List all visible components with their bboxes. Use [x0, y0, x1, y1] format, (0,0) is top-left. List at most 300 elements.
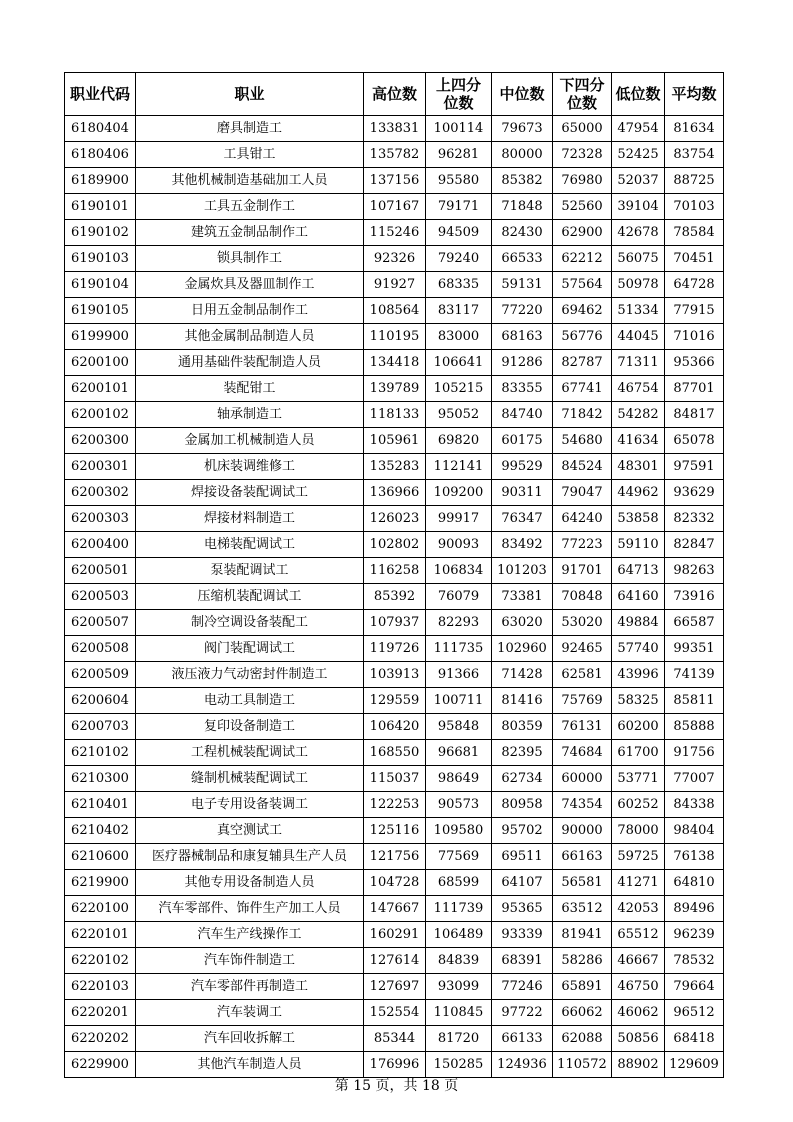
cell-high: 122253: [364, 792, 426, 818]
cell-lower-quartile: 77223: [553, 532, 612, 558]
cell-high: 176996: [364, 1052, 426, 1078]
cell-median: 63020: [492, 610, 553, 636]
cell-low: 46062: [612, 1000, 665, 1026]
table-row: [65, 1026, 724, 1052]
cell-upper-quartile: 96681: [426, 740, 492, 766]
cell-upper-quartile: 150285: [426, 1052, 492, 1078]
cell-lower-quartile: 72328: [553, 142, 612, 168]
cell-lower-quartile: 53020: [553, 610, 612, 636]
table-row: [65, 532, 724, 558]
cell-occupation: 泵装配调试工: [136, 558, 364, 584]
cell-occupation: 焊接材料制造工: [136, 506, 364, 532]
cell-average: 84817: [665, 402, 724, 428]
cell-high: 125116: [364, 818, 426, 844]
cell-code: 6190105: [65, 298, 136, 324]
cell-low: 58325: [612, 688, 665, 714]
cell-occupation: 其他金属制品制造人员: [136, 324, 364, 350]
cell-code: 6200301: [65, 454, 136, 480]
cell-low: 88902: [612, 1052, 665, 1078]
cell-average: 77915: [665, 298, 724, 324]
cell-occupation: 电动工具制造工: [136, 688, 364, 714]
cell-code: 6200508: [65, 636, 136, 662]
table-row: [65, 740, 724, 766]
cell-average: 89496: [665, 896, 724, 922]
cell-average: 71016: [665, 324, 724, 350]
cell-high: 129559: [364, 688, 426, 714]
table-row: [65, 480, 724, 506]
cell-average: 79664: [665, 974, 724, 1000]
cell-upper-quartile: 90573: [426, 792, 492, 818]
cell-code: 6200100: [65, 350, 136, 376]
cell-high: 127697: [364, 974, 426, 1000]
cell-median: 101203: [492, 558, 553, 584]
cell-average: 73916: [665, 584, 724, 610]
cell-occupation: 制冷空调设备装配工: [136, 610, 364, 636]
cell-low: 71311: [612, 350, 665, 376]
cell-occupation: 工具五金制作工: [136, 194, 364, 220]
cell-high: 85392: [364, 584, 426, 610]
cell-upper-quartile: 84839: [426, 948, 492, 974]
cell-lower-quartile: 62900: [553, 220, 612, 246]
table-row: [65, 974, 724, 1000]
cell-upper-quartile: 90093: [426, 532, 492, 558]
cell-low: 64160: [612, 584, 665, 610]
salary-table: [64, 72, 724, 1078]
cell-high: 104728: [364, 870, 426, 896]
cell-lower-quartile: 65000: [553, 116, 612, 142]
cell-low: 50978: [612, 272, 665, 298]
cell-upper-quartile: 68599: [426, 870, 492, 896]
cell-code: 6200604: [65, 688, 136, 714]
cell-lower-quartile: 75769: [553, 688, 612, 714]
cell-occupation: 轴承制造工: [136, 402, 364, 428]
cell-lower-quartile: 56581: [553, 870, 612, 896]
cell-low: 46750: [612, 974, 665, 1000]
cell-code: 6200300: [65, 428, 136, 454]
cell-upper-quartile: 69820: [426, 428, 492, 454]
cell-median: 124936: [492, 1052, 553, 1078]
cell-high: 126023: [364, 506, 426, 532]
cell-upper-quartile: 95580: [426, 168, 492, 194]
table-row: [65, 818, 724, 844]
cell-upper-quartile: 79240: [426, 246, 492, 272]
table-row: [65, 220, 724, 246]
cell-occupation: 其他汽车制造人员: [136, 1052, 364, 1078]
cell-occupation: 装配钳工: [136, 376, 364, 402]
table-row: [65, 662, 724, 688]
cell-lower-quartile: 60000: [553, 766, 612, 792]
cell-lower-quartile: 65891: [553, 974, 612, 1000]
table-row: [65, 792, 724, 818]
cell-high: 133831: [364, 116, 426, 142]
cell-code: 6220101: [65, 922, 136, 948]
cell-occupation: 工具钳工: [136, 142, 364, 168]
cell-occupation: 电子专用设备装调工: [136, 792, 364, 818]
col-header-low: 低位数: [612, 73, 665, 116]
cell-upper-quartile: 96281: [426, 142, 492, 168]
cell-high: 108564: [364, 298, 426, 324]
cell-median: 68391: [492, 948, 553, 974]
cell-average: 65078: [665, 428, 724, 454]
table-row: [65, 116, 724, 142]
cell-high: 135283: [364, 454, 426, 480]
cell-upper-quartile: 106489: [426, 922, 492, 948]
cell-high: 152554: [364, 1000, 426, 1026]
cell-low: 53771: [612, 766, 665, 792]
cell-code: 6200101: [65, 376, 136, 402]
cell-lower-quartile: 76980: [553, 168, 612, 194]
cell-upper-quartile: 106641: [426, 350, 492, 376]
cell-average: 81634: [665, 116, 724, 142]
cell-low: 52425: [612, 142, 665, 168]
cell-occupation: 锁具制作工: [136, 246, 364, 272]
cell-upper-quartile: 81720: [426, 1026, 492, 1052]
cell-average: 77007: [665, 766, 724, 792]
cell-median: 71428: [492, 662, 553, 688]
cell-average: 91756: [665, 740, 724, 766]
cell-high: 102802: [364, 532, 426, 558]
cell-median: 77220: [492, 298, 553, 324]
cell-high: 147667: [364, 896, 426, 922]
table-row: [65, 272, 724, 298]
cell-lower-quartile: 70848: [553, 584, 612, 610]
cell-average: 82332: [665, 506, 724, 532]
cell-median: 59131: [492, 272, 553, 298]
cell-code: 6220100: [65, 896, 136, 922]
cell-upper-quartile: 100711: [426, 688, 492, 714]
cell-high: 168550: [364, 740, 426, 766]
cell-median: 68163: [492, 324, 553, 350]
page-footer: 第 15 页，共 18 页: [334, 1078, 459, 1094]
cell-lower-quartile: 54680: [553, 428, 612, 454]
cell-low: 42678: [612, 220, 665, 246]
cell-lower-quartile: 84524: [553, 454, 612, 480]
cell-average: 82847: [665, 532, 724, 558]
table-row: [65, 350, 724, 376]
table-row: [65, 584, 724, 610]
cell-occupation: 电梯装配调试工: [136, 532, 364, 558]
cell-code: 6180404: [65, 116, 136, 142]
cell-high: 160291: [364, 922, 426, 948]
table-row: [65, 402, 724, 428]
cell-upper-quartile: 76079: [426, 584, 492, 610]
cell-average: 96512: [665, 1000, 724, 1026]
cell-lower-quartile: 67741: [553, 376, 612, 402]
cell-median: 62734: [492, 766, 553, 792]
cell-code: 6200303: [65, 506, 136, 532]
cell-lower-quartile: 110572: [553, 1052, 612, 1078]
cell-lower-quartile: 64240: [553, 506, 612, 532]
cell-low: 53858: [612, 506, 665, 532]
table-row: [65, 714, 724, 740]
cell-high: 105961: [364, 428, 426, 454]
cell-median: 83355: [492, 376, 553, 402]
cell-median: 95702: [492, 818, 553, 844]
cell-code: 6210600: [65, 844, 136, 870]
cell-code: 6200703: [65, 714, 136, 740]
cell-occupation: 其他专用设备制造人员: [136, 870, 364, 896]
cell-high: 116258: [364, 558, 426, 584]
table-row: [65, 376, 724, 402]
cell-average: 76138: [665, 844, 724, 870]
cell-upper-quartile: 82293: [426, 610, 492, 636]
cell-median: 60175: [492, 428, 553, 454]
cell-high: 107937: [364, 610, 426, 636]
cell-median: 71848: [492, 194, 553, 220]
cell-low: 52037: [612, 168, 665, 194]
cell-code: 6200507: [65, 610, 136, 636]
cell-low: 48301: [612, 454, 665, 480]
cell-upper-quartile: 110845: [426, 1000, 492, 1026]
cell-code: 6200400: [65, 532, 136, 558]
cell-upper-quartile: 83117: [426, 298, 492, 324]
col-header-occupation: 职业: [136, 73, 364, 116]
cell-average: 70103: [665, 194, 724, 220]
cell-low: 44045: [612, 324, 665, 350]
cell-high: 135782: [364, 142, 426, 168]
cell-upper-quartile: 91366: [426, 662, 492, 688]
cell-low: 41634: [612, 428, 665, 454]
cell-average: 97591: [665, 454, 724, 480]
cell-occupation: 汽车零部件、饰件生产加工人员: [136, 896, 364, 922]
cell-code: 6190104: [65, 272, 136, 298]
table-row: [65, 844, 724, 870]
cell-occupation: 汽车装调工: [136, 1000, 364, 1026]
cell-average: 68418: [665, 1026, 724, 1052]
cell-high: 127614: [364, 948, 426, 974]
cell-occupation: 金属炊具及器皿制作工: [136, 272, 364, 298]
cell-average: 70451: [665, 246, 724, 272]
table-row: [65, 896, 724, 922]
cell-code: 6200501: [65, 558, 136, 584]
table-row: [65, 454, 724, 480]
cell-upper-quartile: 109580: [426, 818, 492, 844]
cell-code: 6190102: [65, 220, 136, 246]
cell-median: 80359: [492, 714, 553, 740]
cell-lower-quartile: 91701: [553, 558, 612, 584]
cell-code: 6200302: [65, 480, 136, 506]
cell-lower-quartile: 66163: [553, 844, 612, 870]
cell-occupation: 汽车回收拆解工: [136, 1026, 364, 1052]
cell-lower-quartile: 56776: [553, 324, 612, 350]
cell-high: 118133: [364, 402, 426, 428]
cell-median: 81416: [492, 688, 553, 714]
table-row: [65, 688, 724, 714]
cell-code: 6190103: [65, 246, 136, 272]
cell-median: 77246: [492, 974, 553, 1000]
cell-code: 6180406: [65, 142, 136, 168]
table-row: [65, 870, 724, 896]
cell-lower-quartile: 63512: [553, 896, 612, 922]
cell-code: 6220202: [65, 1026, 136, 1052]
cell-occupation: 真空测试工: [136, 818, 364, 844]
cell-upper-quartile: 111735: [426, 636, 492, 662]
table-row: [65, 636, 724, 662]
cell-code: 6220102: [65, 948, 136, 974]
cell-low: 78000: [612, 818, 665, 844]
cell-median: 93339: [492, 922, 553, 948]
cell-code: 6219900: [65, 870, 136, 896]
cell-low: 56075: [612, 246, 665, 272]
cell-lower-quartile: 69462: [553, 298, 612, 324]
cell-low: 54282: [612, 402, 665, 428]
cell-upper-quartile: 94509: [426, 220, 492, 246]
table-row: [65, 1052, 724, 1078]
cell-occupation: 液压液力气动密封件制造工: [136, 662, 364, 688]
cell-average: 64810: [665, 870, 724, 896]
cell-average: 129609: [665, 1052, 724, 1078]
cell-occupation: 压缩机装配调试工: [136, 584, 364, 610]
cell-upper-quartile: 105215: [426, 376, 492, 402]
table-row: [65, 506, 724, 532]
cell-upper-quartile: 83000: [426, 324, 492, 350]
cell-median: 102960: [492, 636, 553, 662]
cell-upper-quartile: 79171: [426, 194, 492, 220]
cell-code: 6199900: [65, 324, 136, 350]
cell-low: 59110: [612, 532, 665, 558]
cell-upper-quartile: 99917: [426, 506, 492, 532]
cell-low: 57740: [612, 636, 665, 662]
cell-median: 69511: [492, 844, 553, 870]
cell-code: 6200509: [65, 662, 136, 688]
cell-high: 91927: [364, 272, 426, 298]
col-header-lower-quartile: 下四分 位数: [553, 73, 612, 116]
table-row: [65, 246, 724, 272]
cell-high: 115246: [364, 220, 426, 246]
table-row: [65, 194, 724, 220]
cell-average: 83754: [665, 142, 724, 168]
cell-occupation: 通用基础件装配制造人员: [136, 350, 364, 376]
table-row: [65, 324, 724, 350]
cell-low: 44962: [612, 480, 665, 506]
cell-low: 46667: [612, 948, 665, 974]
cell-lower-quartile: 74354: [553, 792, 612, 818]
cell-occupation: 焊接设备装配调试工: [136, 480, 364, 506]
cell-occupation: 磨具制造工: [136, 116, 364, 142]
cell-lower-quartile: 92465: [553, 636, 612, 662]
cell-high: 103913: [364, 662, 426, 688]
cell-average: 98263: [665, 558, 724, 584]
cell-low: 59725: [612, 844, 665, 870]
cell-median: 64107: [492, 870, 553, 896]
cell-code: 6210102: [65, 740, 136, 766]
cell-lower-quartile: 76131: [553, 714, 612, 740]
col-header-upper-quartile: 上四分 位数: [426, 73, 492, 116]
cell-average: 88725: [665, 168, 724, 194]
cell-occupation: 医疗器械制品和康复辅具生产人员: [136, 844, 364, 870]
col-header-high: 高位数: [364, 73, 426, 116]
cell-upper-quartile: 106834: [426, 558, 492, 584]
table-row: [65, 142, 724, 168]
cell-median: 91286: [492, 350, 553, 376]
cell-median: 95365: [492, 896, 553, 922]
cell-average: 78532: [665, 948, 724, 974]
cell-high: 110195: [364, 324, 426, 350]
cell-code: 6210401: [65, 792, 136, 818]
table-row: [65, 168, 724, 194]
cell-occupation: 汽车饰件制造工: [136, 948, 364, 974]
cell-high: 119726: [364, 636, 426, 662]
cell-average: 85811: [665, 688, 724, 714]
cell-high: 139789: [364, 376, 426, 402]
cell-lower-quartile: 57564: [553, 272, 612, 298]
cell-low: 39104: [612, 194, 665, 220]
cell-average: 96239: [665, 922, 724, 948]
cell-upper-quartile: 93099: [426, 974, 492, 1000]
cell-low: 49884: [612, 610, 665, 636]
cell-upper-quartile: 109200: [426, 480, 492, 506]
cell-median: 97722: [492, 1000, 553, 1026]
cell-occupation: 复印设备制造工: [136, 714, 364, 740]
cell-code: 6220201: [65, 1000, 136, 1026]
cell-average: 74139: [665, 662, 724, 688]
cell-median: 82395: [492, 740, 553, 766]
cell-lower-quartile: 79047: [553, 480, 612, 506]
table-row: [65, 428, 724, 454]
cell-upper-quartile: 77569: [426, 844, 492, 870]
cell-code: 6229900: [65, 1052, 136, 1078]
cell-occupation: 其他机械制造基础加工人员: [136, 168, 364, 194]
cell-code: 6189900: [65, 168, 136, 194]
cell-lower-quartile: 52560: [553, 194, 612, 220]
cell-average: 66587: [665, 610, 724, 636]
cell-lower-quartile: 62581: [553, 662, 612, 688]
cell-low: 47954: [612, 116, 665, 142]
cell-average: 87701: [665, 376, 724, 402]
cell-median: 90311: [492, 480, 553, 506]
cell-high: 121756: [364, 844, 426, 870]
cell-lower-quartile: 74684: [553, 740, 612, 766]
cell-average: 84338: [665, 792, 724, 818]
cell-low: 43996: [612, 662, 665, 688]
cell-low: 65512: [612, 922, 665, 948]
cell-upper-quartile: 100114: [426, 116, 492, 142]
cell-occupation: 汽车生产线操作工: [136, 922, 364, 948]
cell-code: 6190101: [65, 194, 136, 220]
cell-average: 85888: [665, 714, 724, 740]
cell-occupation: 金属加工机械制造人员: [136, 428, 364, 454]
cell-code: 6220103: [65, 974, 136, 1000]
cell-low: 51334: [612, 298, 665, 324]
cell-occupation: 建筑五金制品制作工: [136, 220, 364, 246]
header-row: [65, 73, 724, 116]
col-header-code: 职业代码: [65, 73, 136, 116]
cell-upper-quartile: 98649: [426, 766, 492, 792]
cell-occupation: 日用五金制品制作工: [136, 298, 364, 324]
cell-high: 136966: [364, 480, 426, 506]
cell-lower-quartile: 90000: [553, 818, 612, 844]
cell-code: 6210300: [65, 766, 136, 792]
table-row: [65, 558, 724, 584]
table-row: [65, 948, 724, 974]
cell-code: 6210402: [65, 818, 136, 844]
cell-occupation: 阀门装配调试工: [136, 636, 364, 662]
cell-high: 115037: [364, 766, 426, 792]
cell-average: 95366: [665, 350, 724, 376]
cell-low: 60252: [612, 792, 665, 818]
cell-upper-quartile: 95052: [426, 402, 492, 428]
cell-low: 42053: [612, 896, 665, 922]
col-header-average: 平均数: [665, 73, 724, 116]
cell-low: 46754: [612, 376, 665, 402]
cell-average: 98404: [665, 818, 724, 844]
table-row: [65, 298, 724, 324]
cell-lower-quartile: 81941: [553, 922, 612, 948]
cell-high: 134418: [364, 350, 426, 376]
cell-median: 84740: [492, 402, 553, 428]
cell-high: 137156: [364, 168, 426, 194]
cell-median: 66533: [492, 246, 553, 272]
